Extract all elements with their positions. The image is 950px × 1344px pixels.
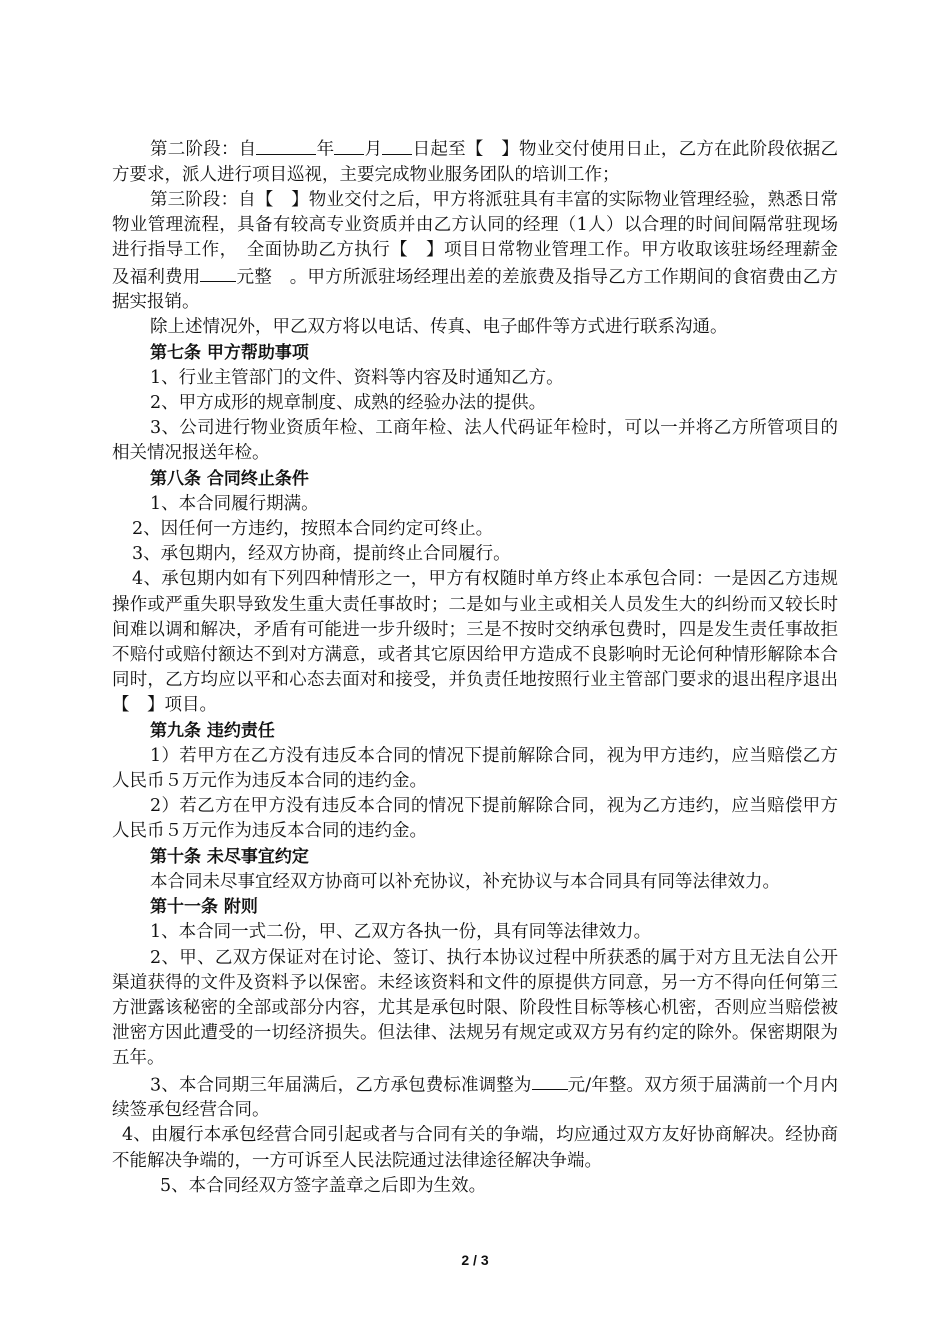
text: 第二阶段：自 bbox=[150, 139, 257, 160]
blank-line bbox=[256, 136, 316, 155]
article-11-item-1: 1、本合同一式二份，甲、乙双方各执一份，具有同等法律效力。 bbox=[150, 922, 652, 943]
blank-line bbox=[382, 136, 412, 155]
document-body bbox=[112, 136, 838, 1199]
article-9-item-1: 1）若甲方在乙方没有违反本合同的情况下提前解除合同，视为甲方违约，应当赔偿乙方人民币５万元作为违反本合同的违约金。 bbox=[112, 745, 838, 792]
article-8-item-1: 1、本合同履行期满。 bbox=[150, 493, 319, 514]
article-9-heading: 第九条 违约责任 bbox=[150, 720, 275, 741]
blank-line bbox=[532, 1072, 568, 1091]
text: 元整 。甲方所派驻场经理出差的差旅费及指导乙方工作期间的食宿费由乙方据实报销。 bbox=[112, 267, 839, 313]
article-7-heading: 第七条 甲方帮助事项 bbox=[150, 342, 309, 363]
article-7-item-3: 3、公司进行物业资质年检、工商年检、法人代码证年检时，可以一并将乙方所管项目的相关情况报送年检。 bbox=[112, 418, 838, 464]
paragraph-stage-two bbox=[112, 136, 838, 188]
text: 元/年整。双方须于届满前一个月内续签承包经营合同。 bbox=[112, 1075, 838, 1121]
article-7-item-2: 2、甲方成形的规章制度、成熟的经验办法的提供。 bbox=[150, 393, 547, 414]
paragraph-stage-three bbox=[112, 188, 838, 316]
article-11-item-2: 2、甲、乙双方保证对在讨论、签订、执行本协议过程中所获悉的属于对方且无法自公开渠道获得的文件及资料予以保密。未经该资料和文件的原提供方同意，另一方不得向任何第三方泄露该秘密的全部或部分内容，尤其是承包时限、阶段性目标等核心机密，否则应当赔偿被泄密方因此遭受的一切经济损失。但法律、法规另有规定或双方另有约定的除外。保密期限为五年。 bbox=[112, 947, 838, 1069]
paragraph-communication: 除上述情况外，甲乙双方将以电话、传真、电子邮件等方式进行联系沟通。 bbox=[150, 317, 728, 338]
text: 年 bbox=[316, 139, 335, 160]
blank-line bbox=[334, 136, 364, 155]
page-number: 2 / 3 bbox=[461, 1252, 489, 1268]
article-8-item-4: 4、承包期内如有下列四种情形之一，甲方有权随时单方终止本承包合同：一是因乙方违规操作或严重失职导致发生重大责任事故时；二是如与业主或相关人员发生大的纠纷而又较长时间难以调和解决，矛盾有可能进一步升级时；三是不按时交纳承包费时，四是发生责任事故拒不赔付或赔付额达不到对方满意，或者其它原因给甲方造成不良影响时无论何种情形解除本合同时，乙方均应以平和心态去面对和接受，并负责任地按照行业主管部门要求的退出程序退出【 】项目。 bbox=[112, 569, 838, 716]
article-11-item-5: 5、本合同经双方签字盖章之后即为生效。 bbox=[160, 1175, 487, 1196]
text: 日起至【 】物业交付使用日止，乙方在此阶段依据乙方要求，派人进行项目巡视，主要完成物业服务团队的培训工作； bbox=[112, 139, 839, 185]
article-8-item-2: 2、因任何一方违约，按照本合同约定可终止。 bbox=[132, 519, 494, 540]
article-11-item-3 bbox=[112, 1072, 838, 1124]
text: 3、本合同期三年届满后，乙方承包费标准调整为 bbox=[150, 1075, 532, 1096]
blank-line bbox=[200, 264, 236, 283]
article-10-heading: 第十条 未尽事宜约定 bbox=[150, 846, 309, 867]
article-11-item-4: 4、由履行本承包经营合同引起或者与合同有关的争端，均应通过双方友好协商解决。经协商不能解决争端的，一方可诉至人民法院通过法律途径解决争端。 bbox=[112, 1125, 838, 1171]
article-8-item-3: 3、承包期内，经双方协商，提前终止合同履行。 bbox=[132, 544, 511, 565]
article-7-item-1: 1、行业主管部门的文件、资料等内容及时通知乙方。 bbox=[150, 367, 564, 388]
article-8-heading: 第八条 合同终止条件 bbox=[150, 468, 309, 489]
article-10-item-1: 本合同未尽事宜经双方协商可以补充协议，补充协议与本合同具有同等法律效力。 bbox=[150, 871, 780, 892]
text: 月 bbox=[364, 139, 383, 160]
text: 第三阶段：自【 】物业交付之后，甲方将派驻具有丰富的实际物业管理经验，熟悉日常物业管理流程，具备有较高专业资质并由乙方认同的经理（1人）以合理的时间间隔常驻现场进行指导工作， 全面协助乙方执行【 】项目日常物业管理工作。甲方收取该驻场经理薪金及福利费用 bbox=[112, 189, 838, 288]
article-11-heading: 第十一条 附则 bbox=[150, 897, 258, 918]
article-9-item-2: 2）若乙方在甲方没有违反本合同的情况下提前解除合同，视为乙方违约，应当赔偿甲方人民币５万元作为违反本合同的违约金。 bbox=[112, 796, 838, 842]
